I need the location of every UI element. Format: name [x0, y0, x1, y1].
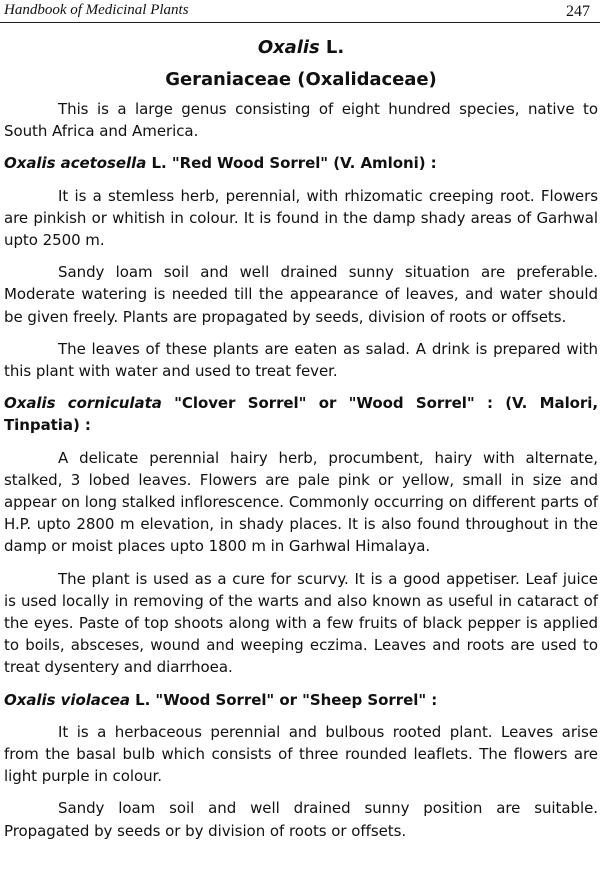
species-name: Oxalis violacea: [4, 690, 130, 709]
running-head: [4, 0, 590, 22]
species-paragraph: Sandy loam soil and well drained sunny situation are preferable. Moderate watering is needed till the appearance of leaves, and water should be given freely. Plants are propagated by seeds, division of roots or offsets.: [4, 263, 598, 326]
header-rule: [0, 22, 600, 23]
book-title: Handbook of Medicinal Plants: [4, 2, 189, 18]
species-paragraph: It is a stemless herb, perennial, with rhizomatic creeping root. Flowers are pinkish or whitish in colour. It is found in the damp shady areas of Garhwal upto 2500 m.: [4, 186, 598, 250]
species-name: Oxalis corniculata: [4, 394, 162, 413]
species-heading: [4, 152, 598, 174]
species-paragraph: It is a herbaceous perennial and bulbous rooted plant. Leaves arise from the basal bulb which consists of three rounded leaflets. The flowers are light purple in colour.: [4, 722, 598, 786]
species-paragraph: Sandy loam soil and well drained sunny position are suitable. Propagated by seeds or by division of roots or offsets.: [4, 799, 598, 840]
species-paragraph: A delicate perennial hairy herb, procumbent, hairy with alternate, stalked, 3 lobed leaves. Flowers are pale pink or yellow, small in size and appear on long stalked inflorescence. Commonly occurring on different parts of H.P. upto 2800 m elevation, in shady places. It is also found throughout in the damp or moist places upto 1800 m in Garhwal Himalaya.: [4, 448, 598, 556]
species-paragraph: The leaves of these plants are eaten as salad. A drink is prepared with this plant with water and used to treat fever.: [4, 339, 598, 381]
family-heading: Geraniaceae (Oxalidaceae): [165, 69, 437, 90]
genus-intro: This is a large genus consisting of eight hundred species, native to South Africa and America.: [4, 100, 598, 141]
page-number: 247: [566, 3, 590, 20]
genus-name: Oxalis: [257, 37, 320, 58]
species-name: Oxalis acetosella: [4, 154, 147, 173]
species-heading: [4, 689, 598, 711]
species-common-names: L. "Wood Sorrel" or "Sheep Sorrel" :: [129, 690, 438, 709]
genus-author: L.: [319, 37, 345, 58]
species-paragraph: The plant is used as a cure for scurvy. It is a good appetiser. Leaf juice is used locally in removing of the warts and also known as useful in cataract of the eyes. Paste of top shoots along with a few fruits of black pepper is applied to boils, absceses, wound and weeping eczima. Leaves and roots are used to treat dysentery and diarrhoea.: [4, 569, 598, 677]
species-heading: [4, 392, 598, 436]
species-common-names: "Clover Sorrel" or "Wood Sorrel" : (V. Malori, Tinpatia) :: [4, 394, 599, 435]
species-common-names: L. "Red Wood Sorrel" (V. Amloni) :: [146, 154, 437, 173]
page-body: [4, 36, 598, 852]
genus-heading: [4, 36, 598, 60]
